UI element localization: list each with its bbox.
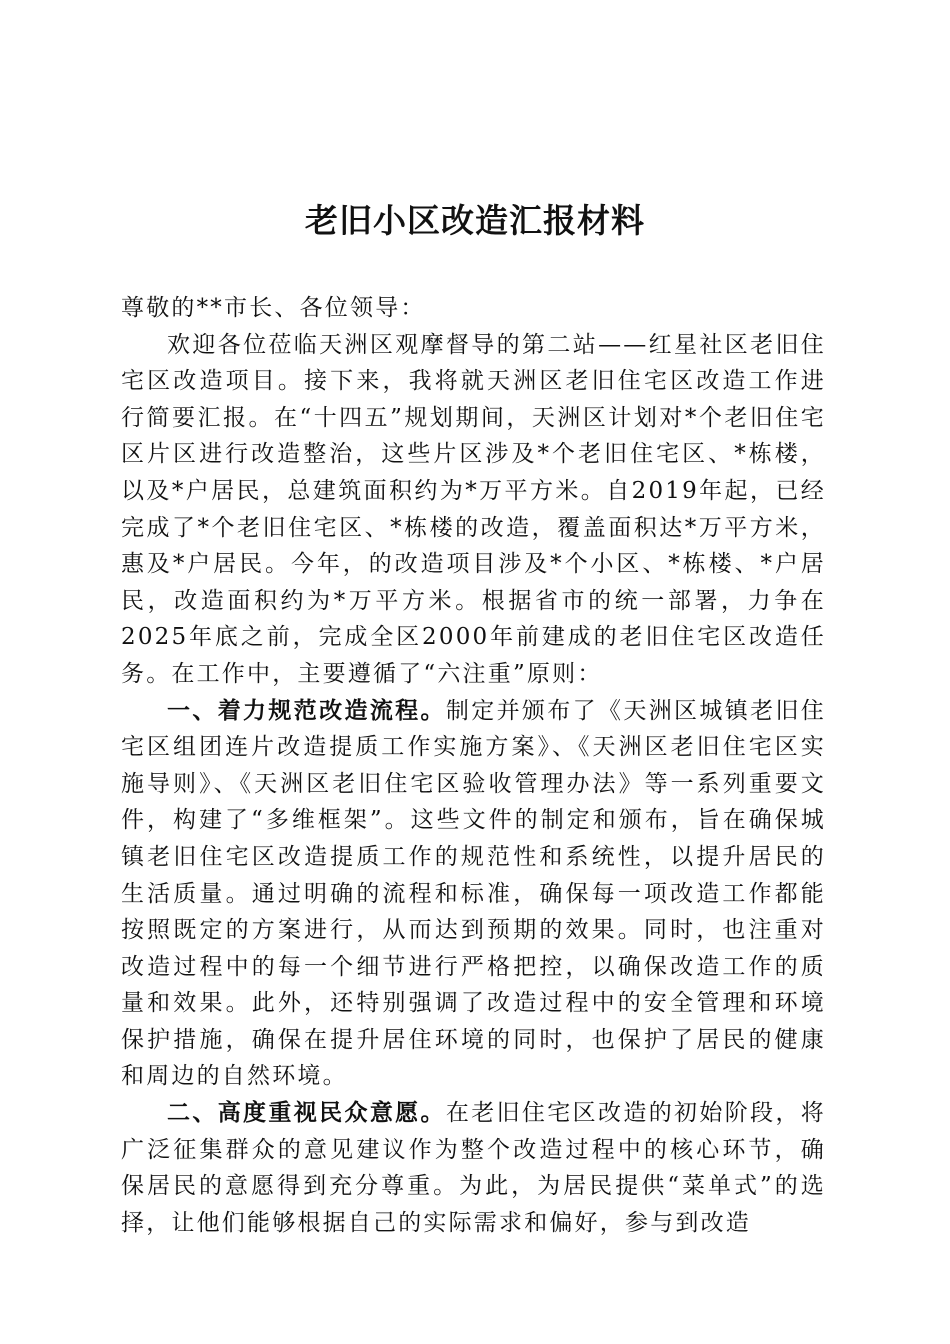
document-body	[121, 290, 826, 1241]
salutation: 尊敬的**市长、各位领导：	[121, 295, 426, 321]
section-text-1: 制定并颁布了《天洲区城镇老旧住宅区组团连片改造提质工作实施方案》、《天洲区老旧住宅区实施导则》、《天洲区老旧住宅区验收管理办法》等一系列重要文件，构建了“多维框架”。这些文件的制定和颁布，旨在确保城镇老旧住宅区改造提质工作的规范性和系统性，以提升居民的生活质量。通过明确的流程和标准，确保每一项改造工作都能按照既定的方案进行，从而达到预期的效果。同时，也注重对改造过程中的每一个细节进行严格把控，以确保改造工作的质量和效果。此外，还特别强调了改造过程中的安全管理和环境保护措施，确保在提升居住环境的同时，也保护了居民的健康和周边的自然环境。	[121, 697, 827, 1090]
section-heading-1: 一、着力规范改造流程。	[167, 697, 446, 724]
section-paragraph-2	[121, 1095, 826, 1241]
intro-paragraph: 欢迎各位莅临天洲区观摩督导的第二站——红星社区老旧住宅区改造项目。接下来，我将就天洲区老旧住宅区改造工作进行简要汇报。在“十四五”规划期间，天洲区计划对*个老旧住宅区片区进行改造整治，这些片区涉及*个老旧住宅区、*栋楼，以及*户居民，总建筑面积约为*万平方米。自2019年起，已经完成了*个老旧住宅区、*栋楼的改造，覆盖面积达*万平方米，惠及*户居民。今年，的改造项目涉及*个小区、*栋楼、*户居民，改造面积约为*万平方米。根据省市的统一部署，力争在2025年底之前，完成全区2000年前建成的老旧住宅区改造任务。在工作中，主要遵循了“六注重”原则：	[121, 331, 826, 687]
document-title: 老旧小区改造汇报材料	[305, 201, 645, 240]
section-paragraph-1	[121, 693, 826, 1096]
section-text-2: 在老旧住宅区改造的初始阶段，将广泛征集群众的意见建议作为整个改造过程中的核心环节，确保居民的意愿得到充分尊重。为此，为居民提供“菜单式”的选择，让他们能够根据自己的实际需求和偏好，参与到改造	[121, 1100, 827, 1236]
section-heading-2: 二、高度重视民众意愿。	[167, 1100, 446, 1127]
